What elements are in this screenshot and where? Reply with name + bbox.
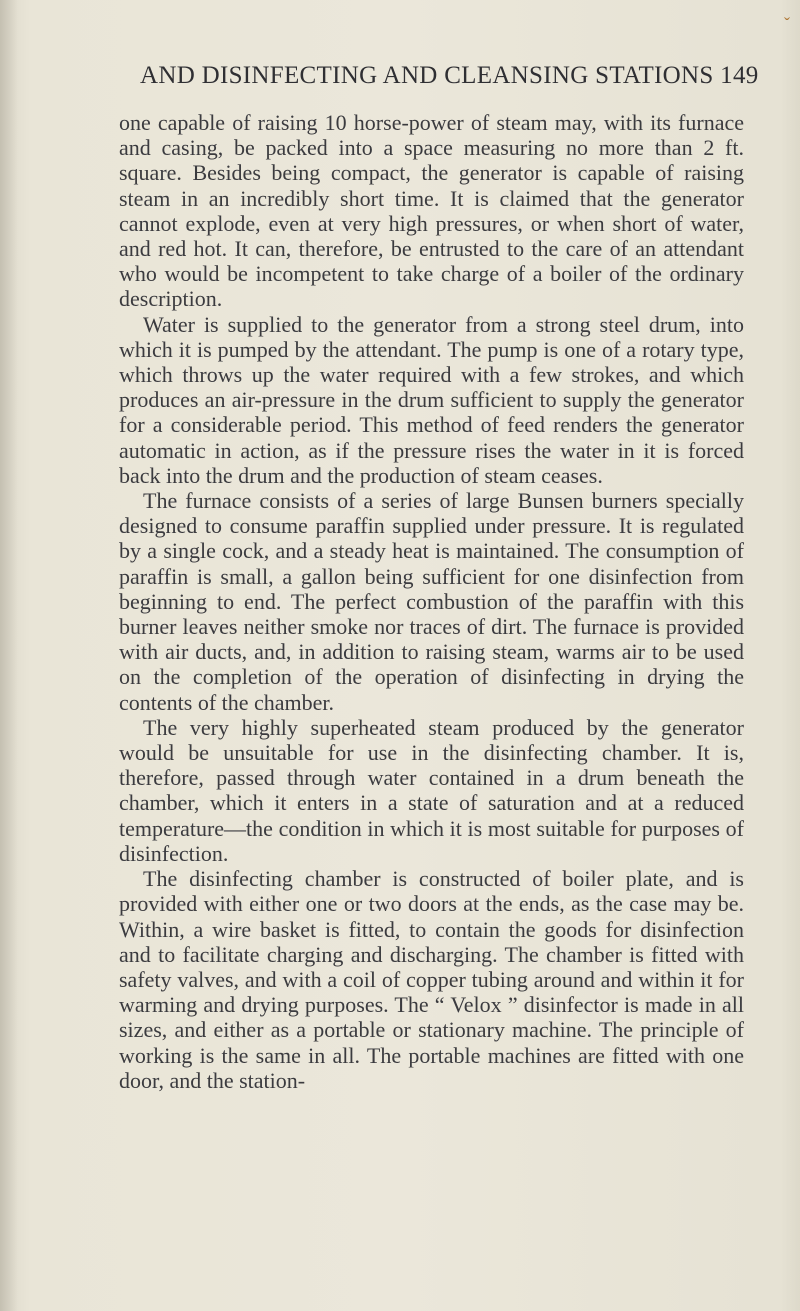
corner-mark: ˇ <box>784 14 790 34</box>
body-text <box>119 110 744 1093</box>
running-header <box>140 62 759 90</box>
paragraph-2: Water is supplied to the generator from a strong steel drum, into which it is pumped by the attendant. The pump is one of a rotary type, which throws up the water required with a few strokes, and which produces an air-pressure in the drum sufficient to supply the generator for a considerable period. This method of feed renders the generator automatic in action, as if the pressure rises the water in it is forced back into the drum and the production of steam ceases. <box>119 311 744 488</box>
paragraph-3: The furnace consists of a series of large Bunsen burners specially designed to consume paraffin supplied under pressure. It is regulated by a single cock, and a steady heat is maintained. The consumption of paraffin is small, a gallon being sufficient for one disinfection from beginning to end. The perfect combustion of the paraffin with this burner leaves neither smoke nor traces of dirt. The furnace is provided with air ducts, and, in addition to raising steam, warms air to be used on the completion of the operation of disinfecting in drying the contents of the chamber. <box>119 488 744 715</box>
running-title: AND DISINFECTING AND CLEANSING STATIONS <box>140 62 714 89</box>
binding-shadow <box>0 0 18 1311</box>
paragraph-4: The very highly superheated steam produced by the generator would be unsuitable for use in the disinfecting chamber. It is, therefore, passed through water contained in a drum beneath the chamber, which it enters in a state of saturation and at a reduced temperature—the condition in which it is most suitable for purposes of disinfection. <box>119 714 744 866</box>
paragraph-5: The disinfecting chamber is constructed of boiler plate, and is provided with either one or two doors at the ends, as the case may be. Within, a wire basket is fitted, to contain the goods for disinfection and to facilitate charging and discharging. The chamber is fitted with safety valves, and with a coil of copper tubing around and within it for warming and drying purposes. The “ Velox ” disinfector is made in all sizes, and either as a portable or stationary machine. The principle of working is the same in all. The portable machines are fitted with one door, and the station- <box>119 866 744 1093</box>
page-number: 149 <box>720 62 759 89</box>
paragraph-1: one capable of raising 10 horse-power of steam may, with its furnace and casing, be packed into a space measuring no more than 2 ft. square. Besides being compact, the generator is capable of raising steam in an incredibly short time. It is claimed that the generator cannot explode, even at very high pressures, or when short of water, and red hot. It can, therefore, be entrusted to the care of an attendant who would be incompetent to take charge of a boiler of the ordinary description. <box>119 110 744 312</box>
